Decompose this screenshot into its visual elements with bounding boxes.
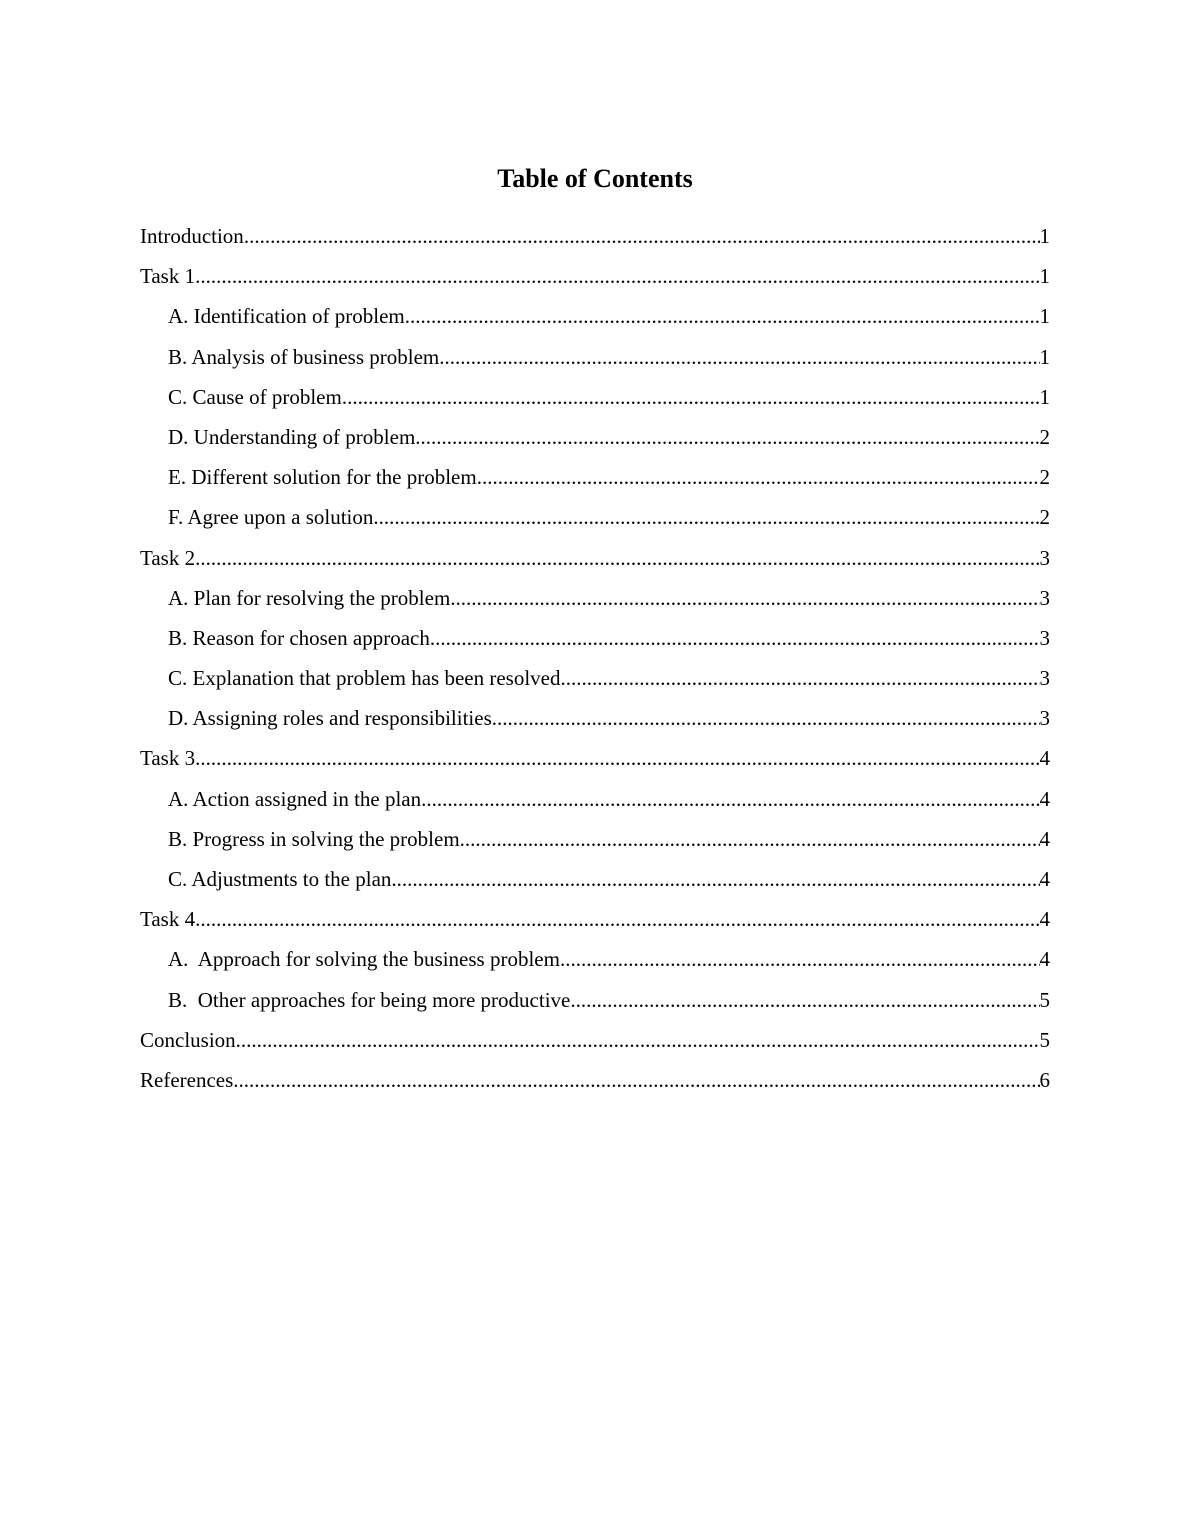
toc-entry[interactable] — [140, 618, 1050, 658]
toc-entry[interactable] — [140, 256, 1050, 296]
toc-entry-page-number: 6 — [1039, 1067, 1050, 1092]
toc-dot-leader — [570, 980, 1039, 1020]
toc-entry-page-number: 1 — [1039, 224, 1050, 248]
toc-entry-page-number: 5 — [1039, 1027, 1050, 1052]
toc-dot-leader — [430, 618, 1040, 658]
toc-entry-page-number: 4 — [1039, 786, 1050, 811]
toc-entry[interactable] — [140, 738, 1050, 778]
toc-dot-leader — [236, 1020, 1040, 1060]
toc-entry-label: B. Other approaches for being more productive — [168, 987, 571, 1012]
toc-entry-label: Task 2 — [140, 545, 196, 570]
toc-entry-label: Task 3 — [140, 746, 196, 771]
toc-entry-page-number: 1 — [1039, 264, 1050, 289]
toc-dot-leader — [405, 296, 1040, 336]
toc-dot-leader — [421, 779, 1039, 819]
toc-dot-leader — [342, 377, 1040, 417]
toc-entry-label: A. Approach for solving the business problem — [168, 947, 560, 972]
toc-dot-leader — [560, 939, 1040, 979]
toc-dot-leader — [477, 457, 1040, 497]
toc-entry[interactable] — [140, 216, 1050, 256]
toc-entry[interactable] — [140, 658, 1050, 698]
toc-entry[interactable] — [140, 698, 1050, 738]
toc-dot-leader — [439, 337, 1039, 377]
toc-dot-leader — [460, 819, 1040, 859]
toc-dot-leader — [195, 538, 1039, 578]
toc-entry-page-number: 2 — [1039, 424, 1050, 449]
toc-entry-label: C. Adjustments to the plan — [168, 867, 392, 891]
toc-entry-page-number: 3 — [1039, 625, 1050, 650]
toc-entry[interactable] — [140, 497, 1050, 537]
toc-dot-leader — [195, 899, 1039, 939]
table-of-contents — [140, 216, 1050, 1100]
toc-entry-page-number: 5 — [1039, 987, 1050, 1012]
toc-entry-page-number: 4 — [1039, 826, 1050, 851]
toc-entry[interactable] — [140, 1060, 1050, 1100]
toc-entry-page-number: 4 — [1039, 867, 1050, 891]
toc-entry-page-number: 1 — [1039, 304, 1050, 329]
toc-dot-leader — [492, 698, 1040, 738]
toc-entry-label: Introduction — [140, 224, 244, 248]
toc-entry-label: D. Assigning roles and responsibilities — [168, 706, 492, 731]
toc-entry-label: F. Agree upon a solution — [168, 505, 374, 530]
toc-entry-label: References — [140, 1067, 234, 1092]
toc-entry[interactable] — [140, 296, 1050, 336]
toc-entry[interactable] — [140, 859, 1050, 899]
toc-entry[interactable] — [140, 337, 1050, 377]
toc-entry-label: C. Cause of problem — [168, 384, 342, 409]
toc-entry-label: A. Plan for resolving the problem — [168, 585, 451, 610]
toc-entry-page-number: 1 — [1039, 344, 1050, 369]
toc-entry-label: D. Understanding of problem — [168, 424, 416, 449]
toc-entry[interactable] — [140, 457, 1050, 497]
toc-entry-page-number: 4 — [1039, 947, 1050, 972]
toc-dot-leader — [415, 417, 1039, 457]
toc-entry-label: E. Different solution for the problem — [168, 465, 477, 490]
toc-entry-label: A. Action assigned in the plan — [168, 786, 422, 811]
toc-dot-leader — [373, 497, 1039, 537]
toc-entry-label: A. Identification of problem — [168, 304, 405, 329]
toc-entry[interactable] — [140, 1020, 1050, 1060]
toc-entry-page-number: 4 — [1039, 907, 1050, 932]
toc-entry[interactable] — [140, 417, 1050, 457]
toc-entry-page-number: 4 — [1039, 746, 1050, 771]
toc-entry-page-number: 2 — [1039, 505, 1050, 530]
toc-entry-page-number: 3 — [1039, 706, 1050, 731]
toc-entry[interactable] — [140, 538, 1050, 578]
toc-dot-leader — [195, 738, 1039, 778]
toc-entry-label: C. Explanation that problem has been resolved — [168, 666, 561, 691]
toc-entry[interactable] — [140, 779, 1050, 819]
toc-entry[interactable] — [140, 377, 1050, 417]
toc-entry[interactable] — [140, 980, 1050, 1020]
toc-dot-leader — [244, 216, 1040, 256]
toc-entry-label: B. Progress in solving the problem — [168, 826, 460, 851]
toc-dot-leader — [560, 658, 1039, 698]
toc-entry-page-number: 3 — [1039, 585, 1050, 610]
toc-entry[interactable] — [140, 578, 1050, 618]
toc-dot-leader — [195, 256, 1039, 296]
toc-dot-leader — [233, 1060, 1039, 1100]
toc-dot-leader — [391, 859, 1039, 899]
page-title: Table of Contents — [497, 164, 693, 193]
toc-entry-page-number: 3 — [1039, 545, 1050, 570]
toc-entry-label: Task 4 — [140, 907, 196, 932]
toc-entry-page-number: 1 — [1039, 384, 1050, 409]
toc-entry-label: B. Reason for chosen approach — [168, 625, 430, 650]
toc-entry-label: B. Analysis of business problem — [168, 344, 440, 369]
toc-entry-page-number: 2 — [1039, 465, 1050, 490]
toc-entry-label: Conclusion — [140, 1027, 236, 1052]
toc-entry[interactable] — [140, 939, 1050, 979]
toc-entry[interactable] — [140, 819, 1050, 859]
toc-dot-leader — [450, 578, 1039, 618]
toc-entry-page-number: 3 — [1039, 666, 1050, 691]
toc-entry[interactable] — [140, 899, 1050, 939]
toc-entry-label: Task 1 — [140, 264, 196, 289]
